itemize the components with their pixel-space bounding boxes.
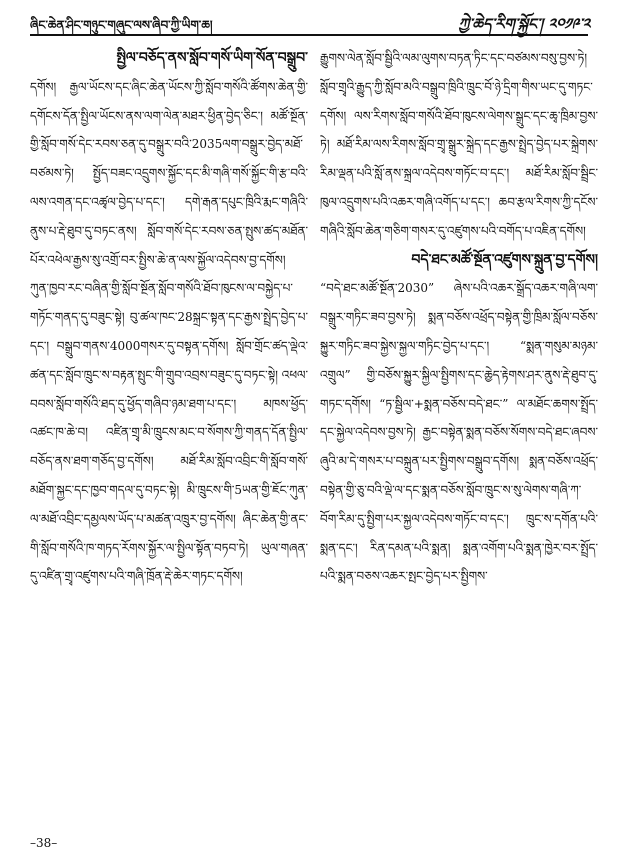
section-heading-health: བདེ་ཐང་མཚོ་སྔོན་འཛུགས་སྐྲུན་བྱ་དགོས། [411,251,598,268]
right-column [320,44,598,804]
body-paragraph: རྒྱུགས་ལེན་སློབ་སྦྱིའི་ལམ་ལུགས་བཏན་ཏིང་དང་བཙམས་བསུ་བྱས་ཏེ། སློབ་གྲྭའི་རྒྱུད་ཀྱི་སློབ་མའི་བསྒྲུབ་ཁྲིའི་ཁྲུང་བོ་ཉེ་དྲིག་གིས་ཡང་དུ་གཏང་དགོས། ལས་རིགས་སློབ་གསོའི་ཐོབ་ཁུངས་ལེགས་སྒྲུང་དང་ཆྭ་ཁྲིམ་བྱས་ཏེ། མཐོ་རིམ་ལས་རིགས་སློབ་གྲྭ་སྒྲུར་སྐྲེད་དང་རྒྱས་སྤྲེད་བྱེད་པར་སྐྲེགས་རིམ་ལྡན་པའི་སློ་ནས་སྐྲལ་འདེབས་གཏོང་བ་དང་། མཐོ་རིམ་སློབ་སྦྲིང་ཁུལ་འདྲུགས་པའི་འཆར་གཞི་འགོད་པ་དང་། ཆབ་རྩལ་རིགས་ཀྱི་དངོས་གཞིའི་སློབ་ཆེན་གཅིག་གསར་དུ་འཛུགས་པའི་བགོད་པ་འཇིན་དགོས། [320,51,598,238]
page-number: –38– [30,836,58,850]
body-paragraph: “བདེ་ཐང་མཚོ་སྔོན་2030” ཞེས་པའི་འཆར་སྒྲོད་འཆར་གཞི་ལག་བསྒྲུར་གཏིང་ཟབ་བྱས་ཏེ། སྨན་བཅོས་འཕྲོད་བསྟེན་གྱི་ཁྲིམ་སློལ་བཅོས་སྐྱུར་གཏིང་ཟབ་སྐྱེས་སྐྱལ་གཏིང་བྱེད་པ་དང་། “སྨན་གསུམ་མཉམ་འགྲུལ” གྱི་བཅོས་སྐྱུར་སྐྱིལ་སྤྱིགས་དང་ཆྱེད་རྟེགས་ཤར་ནུས་རྡེ་ཐུབ་དུ་གཏང་དགོས། “ཏ་སྦྱིལ་+སྨན་བཅོས་བདེ་ཐང་” ལ་མཐོང་ཆགས་སྤྲོད་དང་སྐྱེལ་འདེབས་བྱས་ཏེ། རྒྱང་བསྟེན་སྨན་བཅོས་སོགས་བདེ་ཐང་ཞབས་ཞུའི་མ་དེ་གསར་པ་བསྐྲུན་པར་སྤྱིགས་བསྒྲུབ་དགོས། སྨན་བཅོས་འཕྲོད་བསྟེན་གྱི་ཅུ་བའི་ལྡེ་ལ་དང་སྨན་བཅོས་སློབ་ཁྲུང་ས་སུ་ལེགས་གཞི་ཀ་བོག་རིམ་དུ་སྤྱིག་པར་སྐྱལ་འདེབས་གཏོང་བ་དང་། ཁྲུང་ས་དགོན་པའི་སྨན་དང་། རིན་དམན་པའི་སྨན། སྨན་འགོག་པའི་སྨན་ཁྱེར་བར་སྤྲོད་པའི་སྨན་བཅས་འཆར་སྤང་བྱེད་པར་སྤྱིགས་ [320,281,598,584]
journal-issue-right: ཀྱེ་ཆེད་རིག་སྐྱོང་། ༢༠༡༩་༢ [458,15,590,33]
body-paragraph: དགོས། རྒྱལ་ཡོངས་དང་ཞིང་ཆེན་ཡོངས་ཀྱི་སློབ་གསོའི་ཚོགས་ཆེན་གྱི་དགོངས་དོན་སྤྱིལ་ཡོངས་ནས་ལག་ལེན་མཐར་ཕྱིན་བྱེད་ཅིང་། མཚོ་སྔོན་གྱི་སློབ་གསོ་དེང་རབས་ཅན་དུ་བསྒྲུར་བའི་2035ལག་བསྒྲུར་བྱེད་མཐོ་བཙམས་ཏེ། སྤྱོད་བཟང་འདྲུགས་སྐྱོང་དང་མི་གཞི་གསོ་སྐྱོང་གི་རྩ་བའི་ལས་འགན་དང་འཚྭལ་བྱེད་པ་དང་། དགེ་རྒན་དཔུང་ཁྲིའི་རྨང་གཞིའི་ནུས་པ་རྡེ་ཐུབ་དུ་བཏང་ནས། སློབ་གསོ་དེང་རབས་ཅན་སྤུས་ཚད་མཐོན་པོར་འཕེལ་རྒྱས་སུ་འགྲོ་བར་སྤྱིས་ཆེ་ན་ལས་སྐྱོལ་འདེབས་བྱ་དགོས། ཀུན་ཁྱབ་རང་བཞིན་གྱི་སློབ་སྔོན་སློབ་གསོའི་ཐོབ་ཁུངས་ལ་བསྐྱེད་པ་གཏོང་གནད་དུ་བཟུང་སྟེ། བུ་ཚལ་ཁང་28སྐྲང་སྟན་དང་རྒྱས་སྤྲེད་བྱེད་པ་དང་། བསྒྲུབ་གནས་4000གསར་དུ་བསྟན་དགོས། སློབ་གྲོང་ཚད་ལྡེའ་ཚན་དང་སློབ་ཁྲུང་ས་བརྟན་སྤུང་གི་གྲུབ་འབྲས་བཟུང་དུ་བཏང་སྟེ། འཕལ་བབས་སློབ་གསོའི་ཐད་དུ་ཕྱོད་གཞིབ་ཉམ་ཐག་པ་དང་། མཁས་ཕྱོད་འཚང་ཁ་ཆེ་བ། འཛིན་གྲྭ་མི་ཁྲུངས་མང་བ་སོགས་ཀྱི་གནད་དོན་སྤྱིལ་བཅོད་ནས་ཐག་གཅོད་བྱ་དགོས། མཐོ་རིམ་སློབ་འབྲིང་གི་སློབ་གསོ་མཐོག་སྐྱང་དང་ཁྱབ་གདལ་དུ་བཏང་སྟེ། མི་ཁྲུངས་གི་5ཡན་གྱི་ཇོང་ཀུན་ལ་མཐོ་འབྲིང་དམྱལས་ཡོད་པ་མཚན་འཁྲུར་བྱ་དགོས། ཞིང་ཆེན་གྱི་ནང་གི་སློབ་གསོའི་ཁ་གཏད་རོགས་སྐྱོར་ལ་སྤྱིལ་སྟོན་བཏབ་ཏེ། ཡུལ་གཞན་དུ་འཛིན་གྲྭ་འཛུགས་པའི་གཞི་ཁྲོན་རྡེ་ཆེར་གཏང་དགོས། [30,79,308,584]
running-header [30,8,590,34]
left-column [30,44,308,804]
section-heading-education: སྤྱིལ་བཅོད་ནས་སློབ་གསོ་ཡིག་སོན་བསྒྲུབ་ [116,50,308,66]
journal-title-left: ཞིང་ཆེན་ཤིང་གཉུང་གཞུང་ལས་ཞིབ་ཀྱི་ཡིག་ཆ། [30,18,213,32]
header-rule [30,34,588,36]
